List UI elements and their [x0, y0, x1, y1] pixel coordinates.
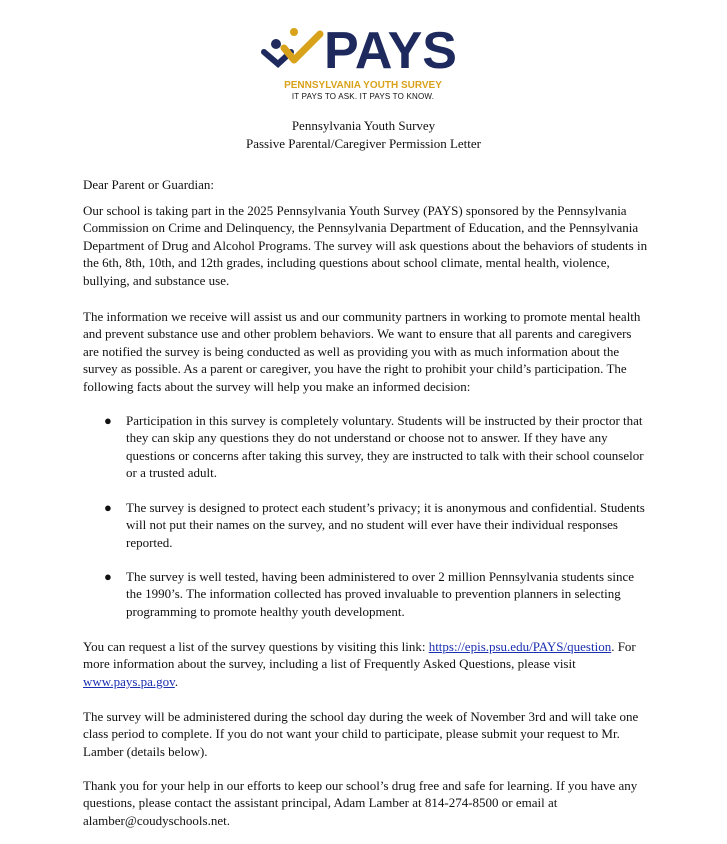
- letter-subtitle: Passive Parental/Caregiver Permission Letter: [245, 136, 482, 151]
- pays-logo-graphic: [258, 22, 468, 92]
- questions-link[interactable]: https://epis.psu.edu/PAYS/question: [428, 639, 612, 654]
- figure-head-icon: [271, 39, 281, 49]
- letter-title: Pennsylvania Youth Survey: [291, 118, 436, 133]
- bullet-tested: The survey is well tested, having been administered to over 2 million Pennsylvania students since the 1990’s. The information collected has proved invaluable to prevention planners in selecting programming to promote healthy youth development.: [126, 569, 634, 619]
- links-text-before: You can request a list of the survey questions by visiting this link:: [83, 639, 429, 654]
- intro-paragraph: Our school is taking part in the 2025 Pennsylvania Youth Survey (PAYS) sponsored by the Pennsylvania Commission on Crime and Delinquency, the Pennsylvania Department of Education, and the Pennsylvania Department of Drug and Alcohol Programs. The survey will ask questions about the behaviors of students in the 6th, 8th, 10th, and 12th grades, including questions about school climate, mental health, violence, bullying, and substance use.: [83, 203, 648, 288]
- purpose-paragraph: The information we receive will assist us and our community partners in working to promote mental health and prevent substance use and other problem behaviors. We want to ensure that all parents and caregivers are notified the survey is being conducted as well as providing you with as much information about the survey as possible. As a parent or caregiver, you have the right to prohibit your child’s participation. The following facts about the survey will help you make an informed decision:: [83, 309, 641, 394]
- checkmark-icon: [284, 34, 320, 60]
- links-text-between: . For more information about the survey, including a list of Frequently Asked Questions, please visit: [83, 639, 636, 672]
- pays-subtitle: PENNSYLVANIA YOUTH SURVEY: [284, 80, 442, 91]
- figure-head-gold-icon: [290, 28, 298, 36]
- bullet-marker: ●: [104, 569, 112, 584]
- pays-website-link[interactable]: www.pays.pa.gov: [83, 673, 175, 689]
- bullet-privacy: The survey is designed to protect each student’s privacy; it is anonymous and confidential. Students will not put their names on the survey, and no student will ever have their individual responses reported.: [126, 500, 645, 550]
- schedule-paragraph: The survey will be administered during the school day during the week of November 3rd and will take one class period to complete. If you do not want your child to participate, please submit your request to Mr. Lamber (details below).: [83, 709, 639, 759]
- bullet-marker: ●: [104, 413, 112, 428]
- pays-wordmark: PAYS: [324, 22, 457, 80]
- links-text-after: .: [174, 673, 179, 689]
- pays-tagline: IT PAYS TO ASK. IT PAYS TO KNOW.: [291, 92, 435, 101]
- bullet-marker: ●: [104, 500, 112, 515]
- bullet-voluntary: Participation in this survey is completely voluntary. Students will be instructed by their proctor that they can skip any questions they do not understand or choose not to answer. If they have any questions or concerns after taking this survey, they are instructed to talk with their school counselor or a trusted adult.: [126, 413, 644, 481]
- greeting: Dear Parent or Guardian:: [83, 177, 215, 192]
- contact-paragraph: Thank you for your help in our efforts to keep our school’s drug free and safe for learning. If you have any questions, please contact the assistant principal, Adam Lamber at 814-274-8500 or email at alamber@coudyschools.net.: [83, 778, 638, 828]
- links-paragraph: [83, 638, 648, 690]
